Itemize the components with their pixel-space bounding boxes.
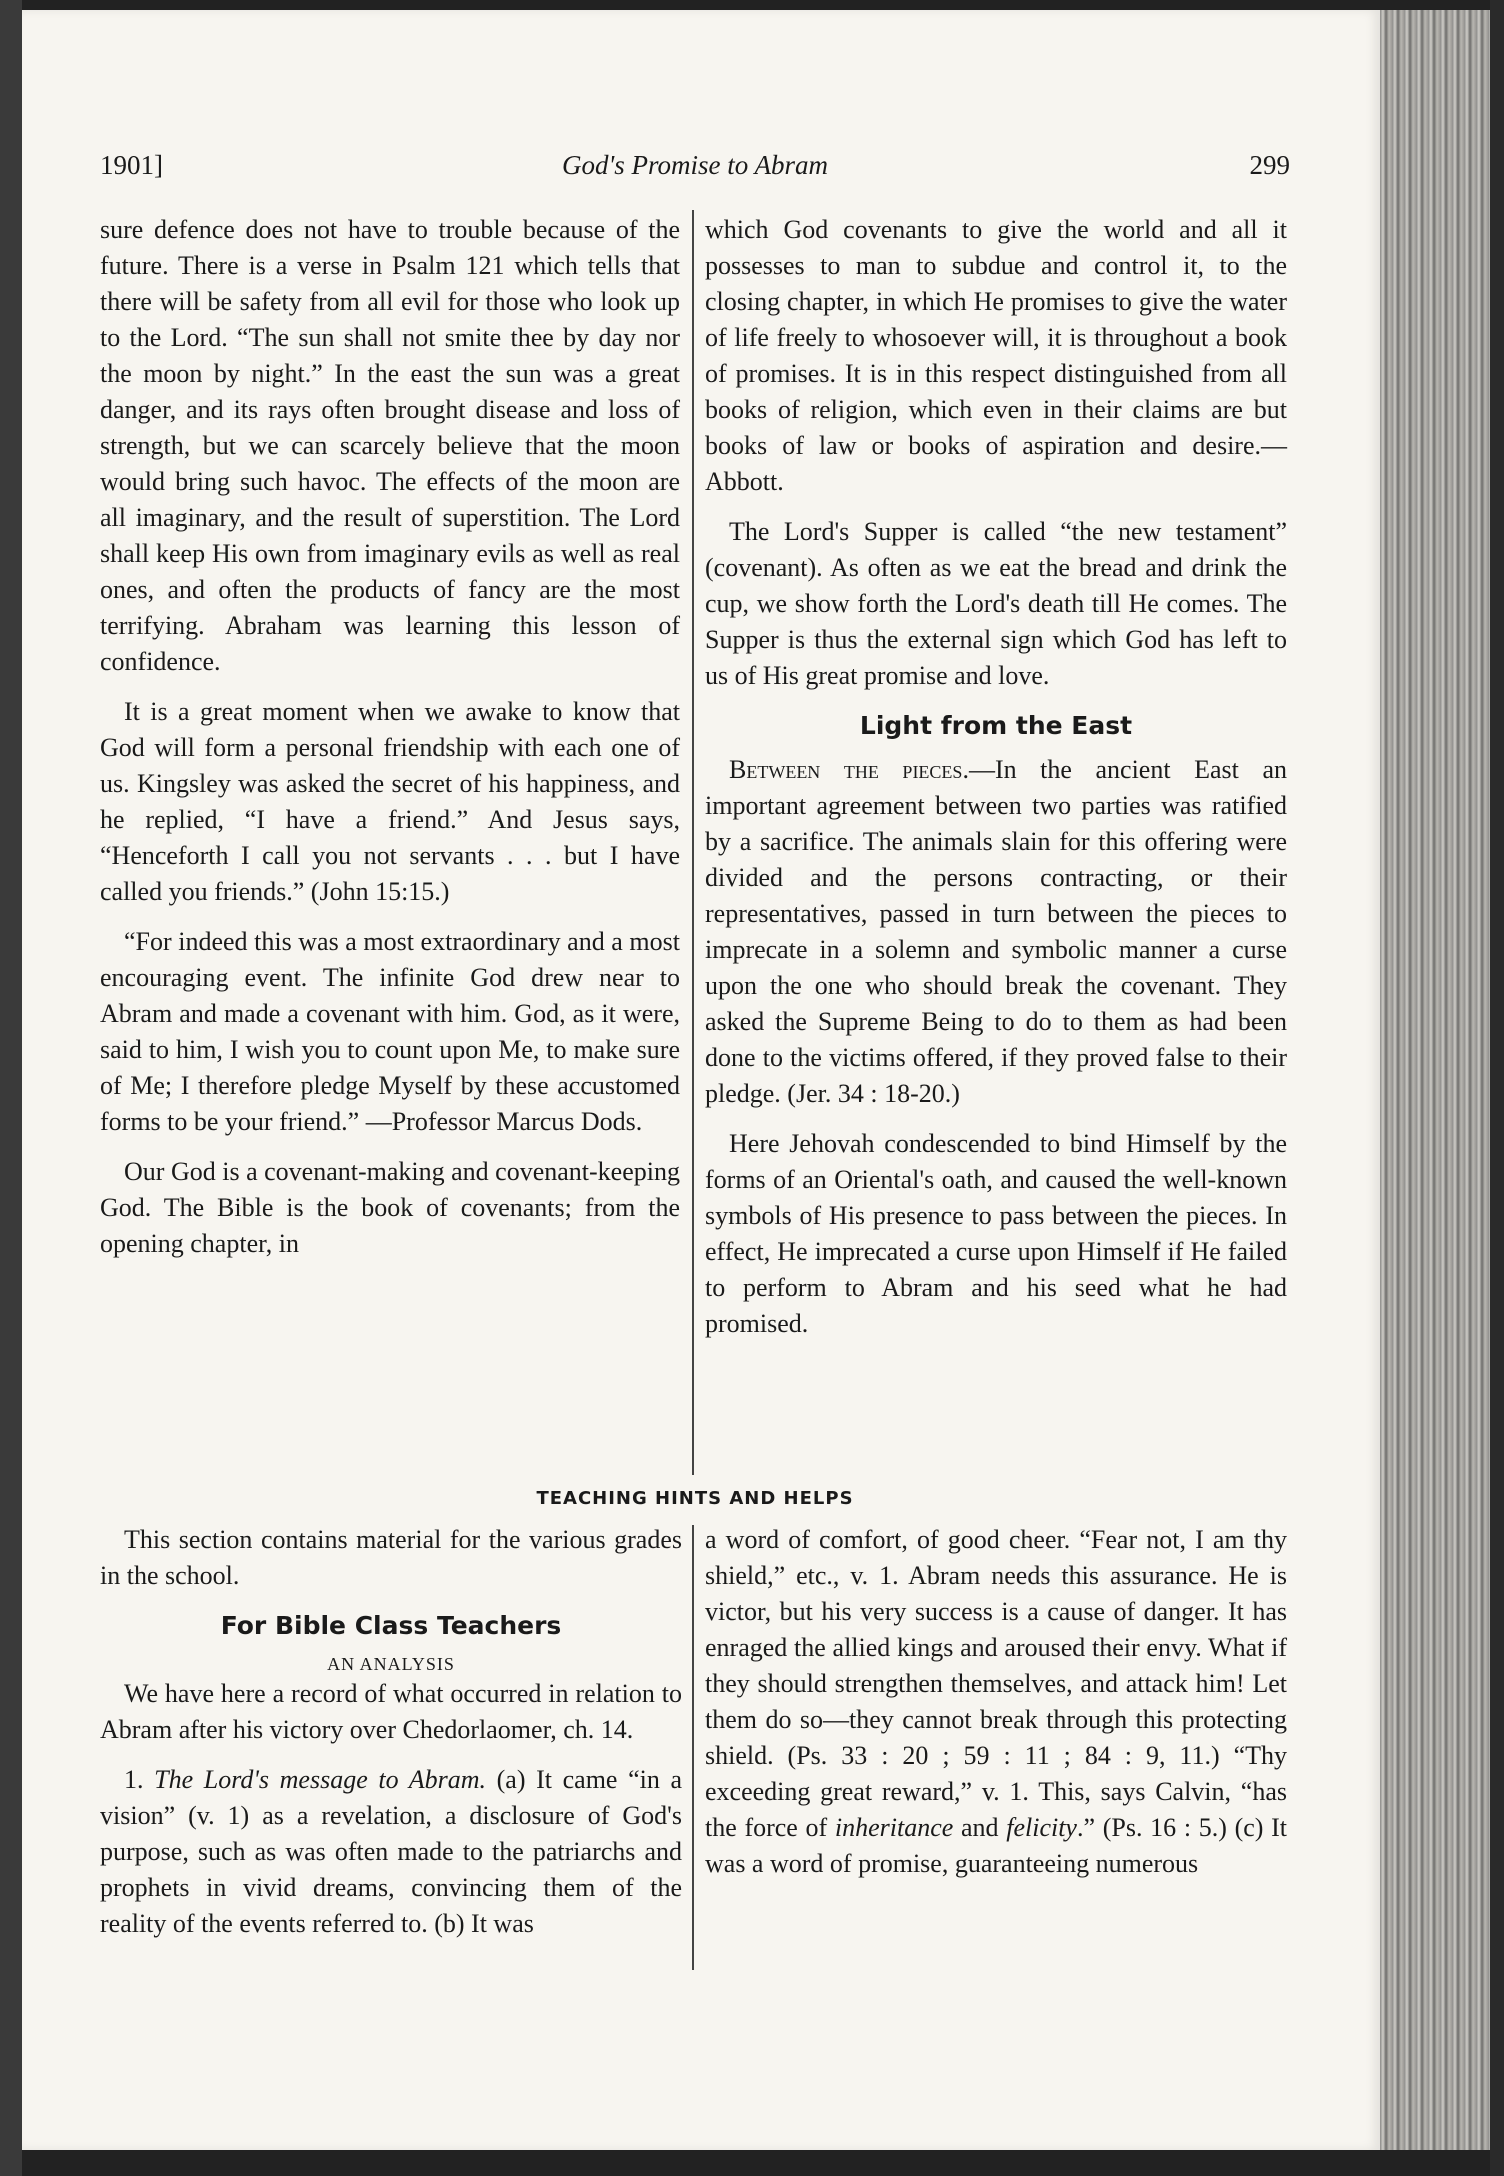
column-rule-top <box>692 210 694 1475</box>
italic-term: inheritance <box>834 1813 954 1842</box>
book-spine <box>1490 0 1504 2176</box>
paragraph: This section contains material for the various grades in the school. <box>100 1525 682 1590</box>
bible-class-heading: For Bible Class Teachers <box>220 1611 562 1640</box>
paragraph: We have here a record of what occurred in relation to Abram after his victory over Chedorlaomer, ch. 14. <box>100 1679 682 1744</box>
paragraph <box>705 1522 1287 1882</box>
paragraph <box>705 752 1287 1112</box>
paragraph <box>100 1762 682 1942</box>
point-number: 1. <box>124 1765 144 1794</box>
page-stack-edge <box>1380 10 1490 2150</box>
paragraph-text: and <box>953 1813 1007 1842</box>
running-header <box>100 150 1290 190</box>
paragraph: Our God is a covenant-making and covenant-keeping God. The Bible is the book of covenants; from the opening chapter, in <box>100 1157 680 1258</box>
section-heading: TEACHING HINTS AND HELPS <box>536 1488 854 1509</box>
light-from-the-east-heading: Light from the East <box>859 711 1133 740</box>
right-column-top <box>705 212 1287 1477</box>
paragraph-text: (a) It came “in a vision” (v. 1) as a revelation, a disclosure of God's purpose, such as was often made to the patriarchs and prophets in vivid dreams, convincing them of the reality of the events referred to. (b) It was <box>100 1765 682 1938</box>
paragraph-text: .” (Ps. 16 : 5.) (c) It was a word of promise, guaranteeing numerous <box>705 1813 1287 1878</box>
point-title: The Lord's message to Abram. <box>154 1765 487 1794</box>
analysis-label: AN ANALYSIS <box>327 1654 455 1674</box>
right-column-bottom <box>705 1522 1287 1972</box>
left-column-top <box>100 212 680 1477</box>
paragraph: which God covenants to give the world and all it possesses to man to subdue and control it, to the closing chapter, in which He promises to give the water of life freely to whosoever will, it is throughout a book of promises. It is in this respect distinguished from all books of religion, which even in their claims are but books of law or books of aspiration and desire.—Abbott. <box>705 215 1287 496</box>
paragraph-text: a word of comfort, of good cheer. “Fear not, I am thy shield,” etc., v. 1. Abram needs this assurance. He is victor, but his very success is a cause of danger. It has enraged the allied kings and aroused their envy. What if they should strengthen themselves, and attack him! Let them do so—they cannot break through this protecting shield. (Ps. 33 : 20 ; 59 : 11 ; 84 : 9, 11.) “Thy exceeding great reward,” v. 1. This, says Calvin, “has the force of <box>705 1525 1287 1842</box>
italic-term: felicity <box>1006 1813 1077 1842</box>
page-edge-left <box>0 0 22 2176</box>
column-rule-bottom <box>692 1525 694 1970</box>
running-title: God's Promise to Abram <box>561 150 829 180</box>
run-in-head: Between the pieces. <box>729 755 969 784</box>
paragraph: The Lord's Supper is called “the new testament” (covenant). As often as we eat the bread and drink the cup, we show forth the Lord's death till He comes. The Supper is thus the external sign which God has left to us of His great promise and love. <box>705 517 1287 690</box>
page-number: 299 <box>1249 150 1290 180</box>
header-year: 1901] <box>100 150 163 180</box>
paragraph-text: —In the ancient East an important agreement between two parties was ratified by a sacrifice. The animals slain for this offering were divided and the persons contracting, or their representatives, passed in turn between the pieces to imprecate in a solemn and symbolic manner a curse upon the one who should break the covenant. They asked the Supreme Being to do to them as had been done to the victims offered, if they proved false to their pledge. (Jer. 34 : 18-20.) <box>705 755 1288 1108</box>
paragraph: Here Jehovah condescended to bind Himself by the forms of an Oriental's oath, and caused the well-known symbols of His presence to pass between the pieces. In effect, He imprecated a curse upon Himself if He failed to perform to Abram and his seed what he had promised. <box>705 1129 1287 1338</box>
left-column-bottom <box>100 1522 682 1972</box>
paragraph: It is a great moment when we awake to know that God will form a personal friendship with each one of us. Kingsley was asked the secret of his happiness, and he replied, “I have a friend.” And Jesus says, “Henceforth I call you not servants . . . but I have called you friends.” (John 15:15.) <box>100 697 680 906</box>
paragraph: sure defence does not have to trouble because of the future. There is a verse in Psalm 121 which tells that there will be safety from all evil for those who look up to the Lord. “The sun shall not smite thee by day nor the moon by night.” In the east the sun was a great danger, and its rays often brought disease and loss of strength, but we can scarcely believe that the moon would bring such havoc. The effects of the moon are all imaginary, and the result of superstition. The Lord shall keep His own from imaginary evils as well as real ones, and often the products of fancy are the most terrifying. Abraham was learning this lesson of confidence. <box>100 215 680 676</box>
paragraph: “For indeed this was a most extraordinary and a most encouraging event. The infinite God drew near to Abram and made a covenant with him. God, as it were, said to him, I wish you to count upon Me, to make sure of Me; I therefore pledge Myself by these accustomed forms to be your friend.” —Professor Marcus Dods. <box>100 927 680 1136</box>
